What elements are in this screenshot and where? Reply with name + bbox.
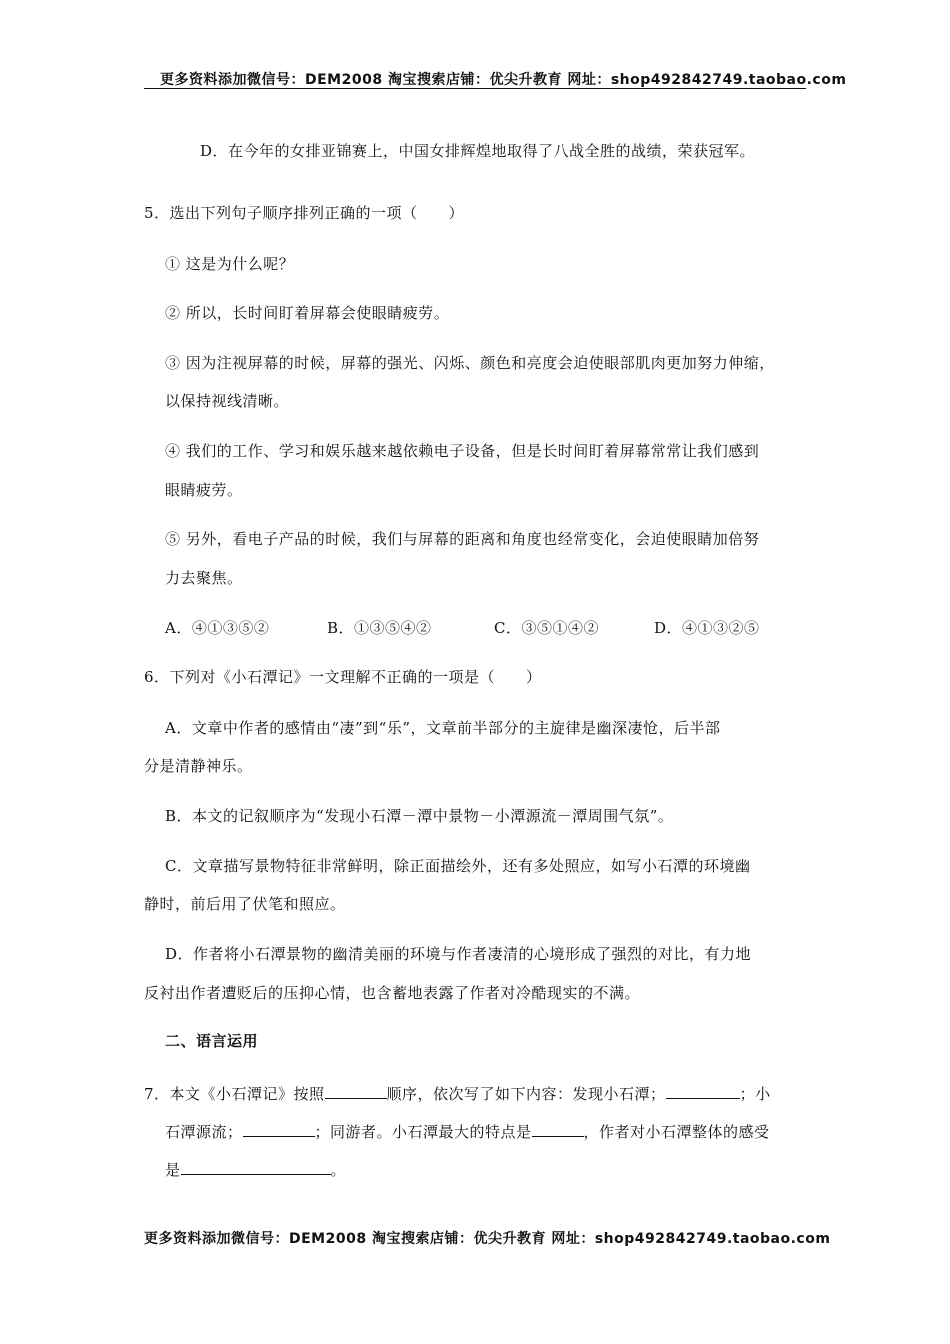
q7-line-1 [144, 1082, 771, 1104]
q5-option-a: A．④①③⑤② [165, 619, 270, 637]
q7-blank-1[interactable] [325, 1082, 387, 1099]
q5-option-d: D．④①③②⑤ [654, 619, 760, 637]
q6-option-c-line-2: 静时，前后用了伏笔和照应。 [144, 895, 346, 913]
header-rule [144, 88, 806, 89]
q5-sentence-2: ② 所以，长时间盯着屏幕会使眼睛疲劳。 [165, 304, 450, 322]
q6-option-a-line-2: 分是清静神乐。 [144, 757, 253, 775]
q5-option-c: C．③⑤①④② [494, 619, 599, 637]
q7-text-6: ，作者对小石潭整体的感受 [583, 1123, 770, 1141]
q7-text-8: 。 [330, 1161, 347, 1179]
q5-sentence-1: ① 这是为什么呢？ [165, 255, 295, 273]
q7-blank-5[interactable] [181, 1158, 331, 1175]
section-2-title: 二、语言运用 [165, 1032, 259, 1050]
q6-stem: 6．下列对《小石潭记》一文理解不正确的一项是（ ） [144, 668, 542, 686]
page-header: 更多资料添加微信号：DEM2008 淘宝搜索店铺：优尖升教育 网址：shop492842749.taobao.com [160, 72, 847, 88]
q5-sentence-5-line-1: ⑤ 另外，看电子产品的时候，我们与屏幕的距离和角度也经常变化，会迫使眼睛加倍努 [165, 530, 760, 548]
q7-text-1: 7．本文《小石潭记》按照 [144, 1085, 325, 1103]
q7-text-4: 石潭源流； [165, 1123, 243, 1141]
q6-option-c-line-1: C．文章描写景物特征非常鲜明，除正面描绘外，还有多处照应，如写小石潭的环境幽 [165, 857, 751, 875]
q7-blank-3[interactable] [243, 1120, 315, 1137]
q7-text-5: ；同游者。小石潭最大的特点是 [314, 1123, 532, 1141]
q5-stem: 5．选出下列句子顺序排列正确的一项（ ） [144, 204, 465, 222]
q5-sentence-4-line-1: ④ 我们的工作、学习和娱乐越来越依赖电子设备，但是长时间盯着屏幕常常让我们感到 [165, 442, 760, 460]
page-footer: 更多资料添加微信号：DEM2008 淘宝搜索店铺：优尖升教育 网址：shop492842749.taobao.com [144, 1231, 831, 1247]
q7-text-3: ；小 [739, 1085, 771, 1103]
q7-text-2: 顺序，依次写了如下内容：发现小石潭； [386, 1085, 666, 1103]
q7-blank-4[interactable] [532, 1120, 584, 1137]
q5-option-b: B．①③⑤④② [327, 619, 432, 637]
q6-option-d-line-1: D．作者将小石潭景物的幽清美丽的环境与作者凄清的心境形成了强烈的对比，有力地 [165, 945, 752, 963]
q7-blank-2[interactable] [666, 1082, 740, 1099]
q6-option-d-line-2: 反衬出作者遭贬后的压抑心情，也含蓄地表露了作者对冷酷现实的不满。 [144, 984, 641, 1002]
q5-sentence-4-line-2: 眼睛疲劳。 [165, 481, 243, 499]
q7-line-2 [165, 1120, 770, 1142]
q6-option-b: B．本文的记叙顺序为“发现小石潭－潭中景物－小潭源流－潭周围气氛”。 [165, 807, 674, 825]
q5-sentence-3-line-1: ③ 因为注视屏幕的时候，屏幕的强光、闪烁、颜色和亮度会迫使眼部肌肉更加努力伸缩， [165, 354, 775, 372]
q5-sentence-3-line-2: 以保持视线清晰。 [165, 392, 290, 410]
q4-option-d: D．在今年的女排亚锦赛上，中国女排辉煌地取得了八战全胜的战绩，荣获冠军。 [200, 142, 756, 160]
q6-option-a-line-1: A．文章中作者的感情由“凄”到“乐”，文章前半部分的主旋律是幽深凄怆，后半部 [165, 719, 721, 737]
q7-text-7: 是 [165, 1161, 181, 1179]
q5-sentence-5-line-2: 力去聚焦。 [165, 569, 243, 587]
q7-line-3 [165, 1158, 346, 1180]
